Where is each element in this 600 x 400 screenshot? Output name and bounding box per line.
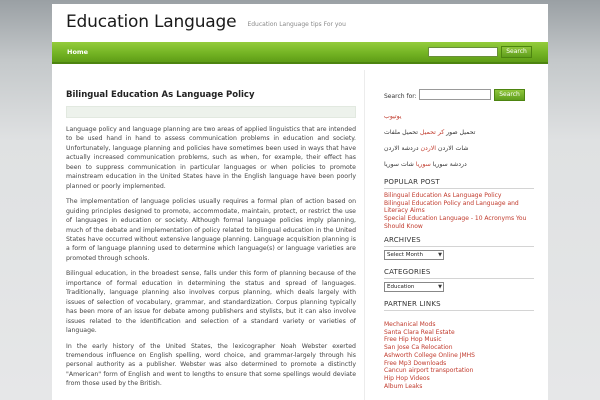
partner-link[interactable]: Santa Clara Real Estate bbox=[384, 328, 455, 336]
partner-link[interactable]: Free Mp3 Downloads bbox=[384, 359, 447, 367]
post-paragraph: The implementation of language policies usually requires a formal plan of action based on guiding principles designed to promote, accommodate, maintain, protect, or restrict the use of languages in education or society. Although formal language policies imply planning, much of the debate and implementation of policy related to bilingual education in the United States have occurred without extensive language planning. Language acquisition planning is a form of language planning used to determine which language(s) or language varieties are promoted through schools. bbox=[66, 198, 356, 262]
categories-select-value: Education bbox=[387, 284, 415, 290]
partner-links-list bbox=[384, 321, 534, 390]
archives-select[interactable] bbox=[384, 250, 444, 260]
chevron-down-icon: ▼ bbox=[438, 252, 442, 258]
popular-post-link[interactable]: Bilingual Education As Language Policy bbox=[384, 192, 502, 199]
partner-link[interactable]: Free Hip Hop Music bbox=[384, 336, 442, 344]
popular-post-link[interactable]: Bilingual Education Policy and Language and Literacy Aims bbox=[384, 199, 519, 215]
site-header bbox=[52, 4, 548, 42]
partner-link[interactable]: Cancun airport transportation bbox=[384, 367, 474, 375]
site-title[interactable]: Education Language bbox=[66, 12, 237, 32]
page-wrapper bbox=[52, 4, 548, 400]
arabic-text[interactable]: شات سوريا bbox=[384, 161, 414, 168]
post-meta-bar bbox=[66, 106, 356, 118]
arabic-link-row bbox=[384, 142, 534, 158]
popular-post-widget bbox=[384, 178, 534, 231]
partner-links-widget bbox=[384, 300, 534, 390]
nav-home-link[interactable]: Home bbox=[67, 48, 89, 56]
main-content bbox=[66, 90, 356, 395]
sidebar-search-label: Search for: bbox=[384, 93, 417, 100]
nav-search-button[interactable]: Search bbox=[501, 46, 532, 58]
arabic-text[interactable]: دردشة سوريا bbox=[432, 161, 467, 168]
arabic-text[interactable]: تحميل صور bbox=[446, 129, 476, 136]
post-paragraph: Bilingual education, in the broadest sense, falls under this form of planning because of the importance of formal education in determining the status and spread of languages. Traditionally, language planning also involves corpus planning, which deals largely with issues of selection of vocabulary, grammar, and standardization. Corpus planning typically has been more of an issue for debate among publishers and stylists, but it can also involve issues related to the identification and selection of a standard variety or varieties of language. bbox=[66, 270, 356, 335]
post-paragraph: Language policy and language planning are two areas of applied linguistics that are intended to be used hand in hand to assess communication problems in education and society. Unfortunately, language planning and policies have sometimes been used in ways that have actually increased communication problems, such as when, for example, their effect has been to suppress communication in particular languages or when policies to promote mainstream education in the United States have in the English language have been poorly planned or poorly implemented. bbox=[66, 126, 356, 190]
arabic-text[interactable]: شات الاردن bbox=[438, 145, 469, 152]
arabic-link[interactable]: الاردن bbox=[420, 145, 437, 152]
partner-link[interactable]: Ashworth College Online JMHS bbox=[384, 351, 475, 359]
partner-link[interactable]: Album Leaks bbox=[384, 382, 423, 390]
categories-select[interactable] bbox=[384, 282, 444, 292]
arabic-link[interactable]: يوتيوب bbox=[384, 113, 402, 120]
post-paragraph: In the early history of the United States, the lexicographer Noah Webster exerted tremendous influence on English spelling, word choice, and grammar-largely through his personal authority as a publisher. Webster was also determined to promote a distinctly "American" form of English and went to lengths to ensure that some spellings would deviate from those used by the British. bbox=[66, 342, 356, 388]
post-body bbox=[66, 125, 356, 389]
arabic-link-row bbox=[384, 158, 534, 174]
sidebar-search-input[interactable] bbox=[419, 89, 491, 100]
arabic-text[interactable]: تحميل ملفات bbox=[384, 129, 419, 136]
arabic-link-row bbox=[384, 126, 534, 142]
arabic-links bbox=[384, 110, 534, 174]
popular-post-title: POPULAR POST bbox=[384, 178, 534, 189]
popular-post-list bbox=[384, 192, 534, 231]
nav-bar bbox=[52, 42, 548, 64]
chevron-down-icon: ▼ bbox=[438, 284, 442, 290]
popular-post-link[interactable]: Special Education Language - 10 Acronyms You Should Know bbox=[384, 215, 527, 230]
archives-widget bbox=[384, 236, 534, 260]
archives-title: ARCHIVES bbox=[384, 236, 534, 247]
partner-link[interactable]: San Jose Ca Relocation bbox=[384, 344, 453, 352]
sidebar-divider bbox=[364, 70, 365, 400]
nav-search-input[interactable] bbox=[428, 47, 498, 57]
site-description: Education Language tips For you bbox=[247, 21, 346, 28]
arabic-link-row bbox=[384, 110, 534, 126]
sidebar-search-button[interactable]: Search bbox=[494, 89, 525, 101]
post-title[interactable]: Bilingual Education As Language Policy bbox=[66, 90, 255, 100]
arabic-text[interactable]: دردشة الاردن bbox=[384, 145, 419, 152]
arabic-link[interactable]: كر تحميل bbox=[420, 129, 445, 136]
partner-links-title: PARTNER LINKS bbox=[384, 300, 534, 311]
partner-link[interactable]: Hip Hop Videos bbox=[384, 374, 430, 382]
categories-title: CATEGORIES bbox=[384, 268, 534, 279]
partner-link[interactable]: Mechanical Mods bbox=[384, 321, 436, 328]
archives-select-value: Select Month bbox=[387, 252, 423, 258]
arabic-link[interactable]: سوريا bbox=[415, 161, 431, 168]
categories-widget bbox=[384, 268, 534, 292]
